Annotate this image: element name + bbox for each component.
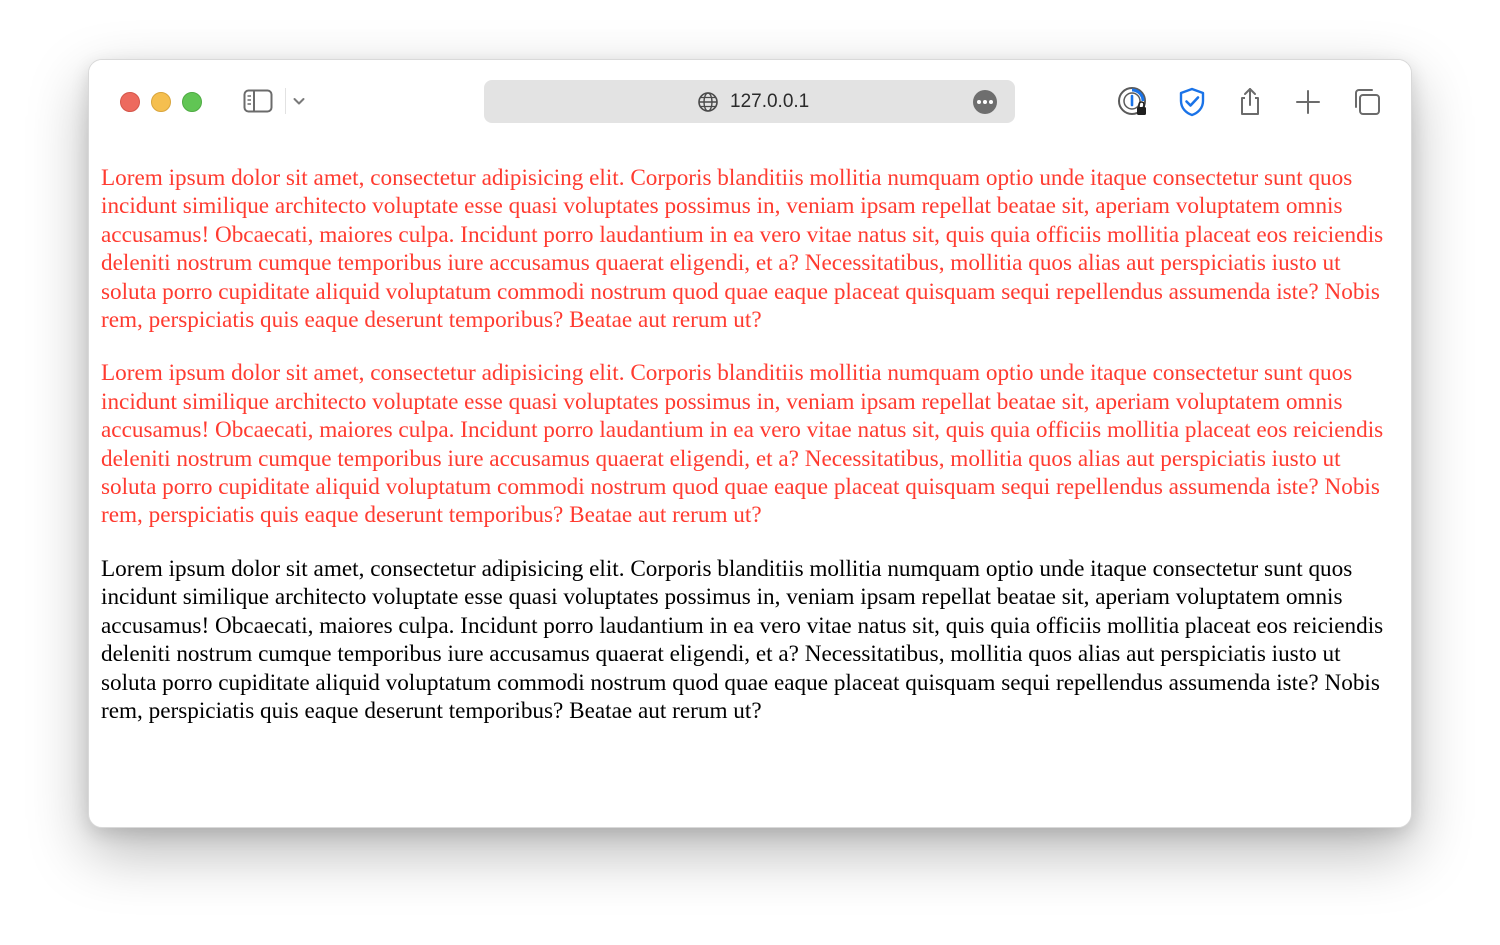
chevron-down-icon[interactable] — [292, 94, 306, 108]
privacy-report-icon[interactable] — [1116, 85, 1150, 119]
address-bar[interactable] — [484, 80, 1015, 123]
sidebar-icon[interactable] — [243, 89, 273, 113]
paragraph-red-2: Lorem ipsum dolor sit amet, consectetur adipisicing elit. Corporis blanditiis mollitia numquam optio unde itaque consectetur sunt quos incidunt similique architecto voluptate esse quasi voluptates possimus in, veniam ipsam repellat beatae sit, aperiam voluptatem omnis accusamus! Obcaecati, maiores culpa. Incidunt porro laudantium in ea vero vitae natus sit, quis quia officiis mollitia placeat eos reiciendis deleniti nostrum cumque temporibus iure accusamus quaerat eligendi, et a? Necessitatibus, mollitia quos alias aut perspiciatis iusto ut soluta porro cupiditate aliquid voluptatum commodi nostrum quod quae eaque placeat quisquam sequi repellendus assumenda iste? Nobis rem, perspiciatis quis eaque deserunt temporibus? Beatae aut rerum ut? — [101, 360, 1384, 529]
browser-toolbar — [89, 60, 1411, 144]
more-icon[interactable] — [973, 90, 997, 114]
minimize-window-button[interactable] — [151, 92, 171, 112]
url-text[interactable]: 127.0.0.1 — [730, 91, 810, 112]
plus-icon[interactable] — [1291, 85, 1325, 119]
close-window-button[interactable] — [120, 92, 140, 112]
paragraph-black: Lorem ipsum dolor sit amet, consectetur adipisicing elit. Corporis blanditiis mollitia numquam optio unde itaque consectetur sunt quos incidunt similique architecto voluptate esse quasi voluptates possimus in, veniam ipsam repellat beatae sit, aperiam voluptatem omnis accusamus! Obcaecati, maiores culpa. Incidunt porro laudantium in ea vero vitae natus sit, quis quia officiis mollitia placeat eos reiciendis deleniti nostrum cumque temporibus iure accusamus quaerat eligendi, et a? Necessitatibus, mollitia quos alias aut perspiciatis iusto ut soluta porro cupiditate aliquid voluptatum commodi nostrum quod quae eaque placeat quisquam sequi repellendus assumenda iste? Nobis rem, perspiciatis quis eaque deserunt temporibus? Beatae aut rerum ut? — [101, 555, 1384, 724]
tab-overview-icon[interactable] — [1350, 85, 1384, 119]
share-icon[interactable] — [1233, 85, 1267, 119]
globe-icon — [697, 91, 719, 113]
browser-window — [88, 59, 1412, 828]
paragraph-red-1: Lorem ipsum dolor sit amet, consectetur adipisicing elit. Corporis blanditiis mollitia numquam optio unde itaque consectetur sunt quos incidunt similique architecto voluptate esse quasi voluptates possimus in, veniam ipsam repellat beatae sit, aperiam voluptatem omnis accusamus! Obcaecati, maiores culpa. Incidunt porro laudantium in ea vero vitae natus sit, quis quia officiis mollitia placeat eos reiciendis deleniti nostrum cumque temporibus iure accusamus quaerat eligendi, et a? Necessitatibus, mollitia quos alias aut perspiciatis iusto ut soluta porro cupiditate aliquid voluptatum commodi nostrum quod quae eaque placeat quisquam sequi repellendus assumenda iste? Nobis rem, perspiciatis quis eaque deserunt temporibus? Beatae aut rerum ut? — [101, 165, 1384, 334]
shield-check-icon[interactable] — [1175, 85, 1209, 119]
toolbar-divider — [285, 88, 286, 114]
maximize-window-button[interactable] — [182, 92, 202, 112]
page-content — [101, 164, 1391, 750]
